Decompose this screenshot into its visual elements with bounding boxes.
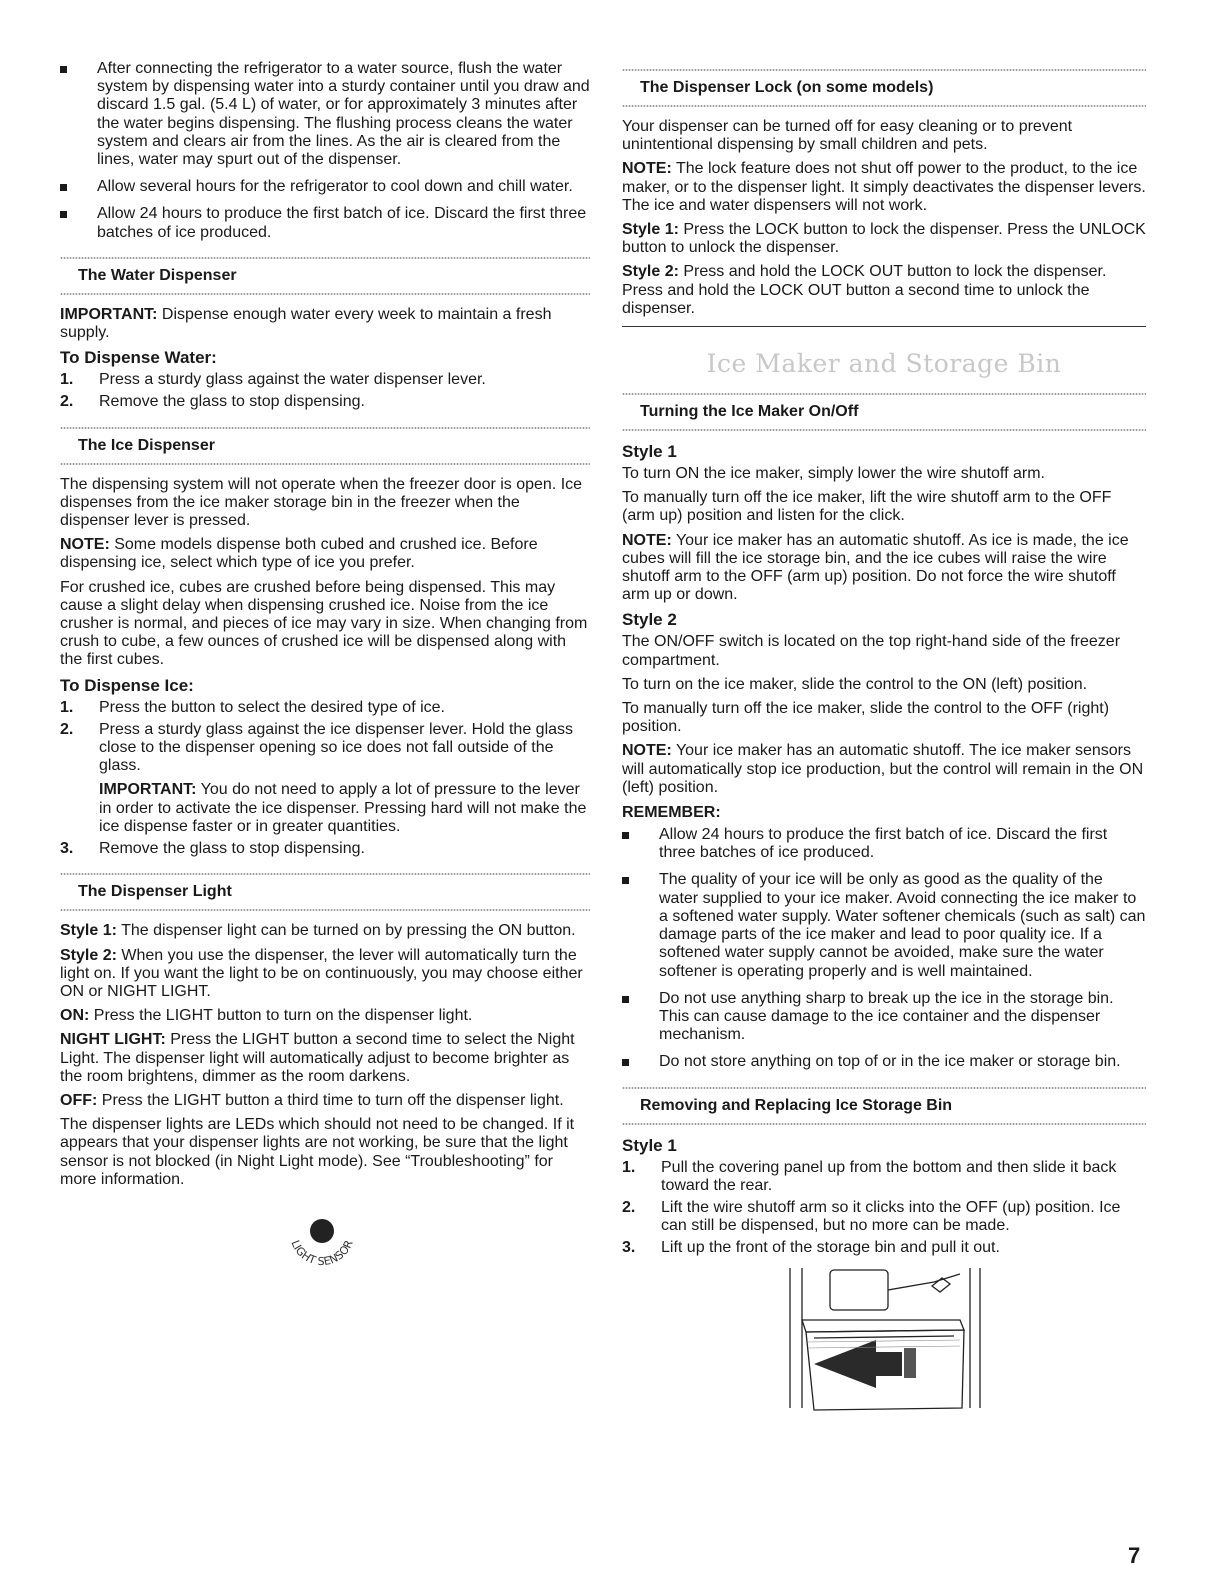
ice-steps (60, 699, 590, 859)
paragraph: The dispensing system will not operate when the freezer door is open. Ice dispenses from the ice maker storage bin in the freezer when the dispenser lever is pressed. (60, 475, 583, 530)
paragraph: Your dispenser can be turned off for easy cleaning or to prevent unintentional dispensing by small children and pets. (622, 118, 1073, 154)
right-column (622, 60, 1146, 1418)
section-header-removing-bin (622, 1086, 1146, 1126)
list-item: 1. Pull the covering panel up from the bottom and then slide it back toward the rear. (622, 1158, 1117, 1194)
storage-bin-illustration (784, 1268, 984, 1418)
paragraph: NOTE: The lock feature does not shut off power to the product, to the ice maker, or to the dispenser light. It simply deactivates the dispenser levers. The ice and water dispensers will not work. (622, 160, 1146, 214)
section-heading: Removing and Replacing Ice Storage Bin (640, 1096, 953, 1114)
list-item: 2. Press a sturdy glass against the ice dispenser lever. Hold the glass close to the dispenser opening so ice does not fall outside of the glass. IMPORTANT: You do not need to apply a lot of pressure to the lever in order to activate the ice dispenser. Pressing hard will not make the ice dispense faster or in greater quantities. (60, 721, 590, 836)
list-item: The quality of your ice will be only as good as the quality of the water supplied to your ice maker. Avoid connecting the ice maker to a softened water supply. Water softener chemicals (such as salt) can damage parts of the ice maker and lead to poor quality ice. If a softened water supply cannot be avoided, make sure the water softener is operating properly and is well maintained. (622, 871, 1146, 980)
list-item: Do not store anything on top of or in the ice maker or storage bin. (622, 1053, 1146, 1071)
section-header-water-dispenser (60, 256, 590, 296)
paragraph: To turn ON the ice maker, simply lower the wire shutoff arm. (622, 465, 1045, 483)
remember-bullets (622, 826, 1146, 1071)
list-item: Do not use anything sharp to break up the ice in the storage bin. This can cause damage to the ice container and the dispenser mechanism. (622, 990, 1146, 1045)
section-heading: The Dispenser Lock (on some models) (640, 79, 934, 96)
section-heading: The Dispenser Light (78, 883, 232, 901)
section-header-dispenser-light (60, 872, 590, 912)
paragraph: Style 1: Press the LOCK button to lock the dispenser. Press the UNLOCK button to unlock the dispenser. (622, 221, 1146, 257)
divider (622, 326, 1146, 327)
subheading: Style 1 (622, 1135, 677, 1155)
left-column (60, 60, 590, 1275)
setup-bullets (60, 60, 590, 242)
paragraph: The ON/OFF switch is located on the top right-hand side of the freezer compartment. (622, 633, 1121, 669)
paragraph: OFF: Press the LIGHT button a third time to turn off the dispenser light. (60, 1091, 564, 1109)
paragraph: To turn on the ice maker, slide the control to the ON (left) position. (622, 675, 1088, 693)
paragraph: ON: Press the LIGHT button to turn on the dispenser light. (60, 1007, 473, 1025)
list-item: Allow several hours for the refrigerator to cool down and chill water. (60, 178, 590, 196)
water-steps (60, 371, 590, 411)
light-sensor-illustration (272, 1211, 372, 1275)
sensor-label: LIGHT SENSOR (288, 1238, 356, 1269)
section-title: Ice Maker and Storage Bin (706, 349, 1062, 379)
list-item: Allow 24 hours to produce the first batch of ice. Discard the first three batches of ice produced. (60, 205, 590, 241)
paragraph: NIGHT LIGHT: Press the LIGHT button a second time to select the Night Light. The dispenser light will automatically adjust to become brighter as the room brightens, dimmer as the room darkens. (60, 1031, 575, 1085)
subheading: To Dispense Ice: (60, 675, 194, 695)
subheading: REMEMBER: (622, 804, 721, 822)
subheading: Style 1 (622, 442, 677, 462)
section-header-turning-ice-maker (622, 392, 1146, 432)
paragraph: The dispenser lights are LEDs which should not need to be changed. If it appears that your dispenser lights are not working, be sure that the light sensor is not blocked (in Night Light mode). See “Troubleshooting” for more information. (60, 1116, 575, 1188)
sensor-dot-icon (310, 1219, 334, 1243)
section-heading: The Water Dispenser (78, 266, 237, 284)
list-item: 1. Press a sturdy glass against the water dispenser lever. (60, 371, 486, 389)
list-item: After connecting the refrigerator to a water source, flush the water system by dispensing water into a sturdy container until you draw and discard 1.5 gal. (5.4 L) of water, or for approximately 3 minutes after the water begins dispensing. The flushing process cleans the water system and clears air from the lines. As the air is cleared from the lines, water may spurt out of the dispenser. (60, 60, 590, 169)
section-heading: Turning the Ice Maker On/Off (640, 403, 859, 421)
list-item: 2. Remove the glass to stop dispensing. (60, 393, 365, 411)
section-heading: The Ice Dispenser (78, 436, 215, 454)
paragraph: Style 2: When you use the dispenser, the lever will automatically turn the light on. If you want the light to be on continuously, you may choose either ON or NIGHT LIGHT. (60, 946, 583, 1000)
subheading: To Dispense Water: (60, 348, 217, 368)
paragraph: To manually turn off the ice maker, lift the wire shutoff arm to the OFF (arm up) position and listen for the click. (622, 489, 1112, 525)
list-item: 2. Lift the wire shutoff arm so it clicks into the OFF (up) position. Ice can still be dispensed, but no more can be made. (622, 1198, 1121, 1235)
section-header-ice-dispenser (60, 426, 590, 466)
paragraph: NOTE: Some models dispense both cubed and crushed ice. Before dispensing ice, select which type of ice you prefer. (60, 536, 538, 572)
list-item: Allow 24 hours to produce the first batch of ice. Discard the first three batches of ice produced. (622, 826, 1146, 862)
important-note: IMPORTANT: You do not need to apply a lot of pressure to the lever in order to activate the ice dispenser. Pressing hard will not make the ice dispense faster or in greater quantities. (99, 781, 587, 835)
list-item: 3. Remove the glass to stop dispensing. (60, 840, 365, 858)
subheading: Style 2 (622, 610, 677, 630)
paragraph: To manually turn off the ice maker, slide the control to the OFF (right) position. (622, 700, 1110, 736)
list-item: 3. Lift up the front of the storage bin and pull it out. (622, 1239, 1000, 1257)
paragraph: NOTE: Your ice maker has an automatic shutoff. As ice is made, the ice cubes will fill the ice storage bin, and the ice cubes will raise the wire shutoff arm to the OFF (arm up) position. Do not force the wire shutoff arm up or down. (622, 531, 1129, 604)
paragraph: Style 1: The dispenser light can be turned on by pressing the ON button. (60, 922, 576, 940)
section-header-dispenser-lock (622, 68, 1146, 108)
paragraph: For crushed ice, cubes are crushed before being dispensed. This may cause a slight delay when dispensing crushed ice. Noise from the ice crusher is normal, and pieces of ice may vary in size. When changing from crush to cube, a few ounces of crushed ice will be dispensed along with the first cubes. (60, 578, 588, 669)
paragraph: NOTE: Your ice maker has an automatic shutoff. The ice maker sensors will automatically stop ice production, but the control will remain in the ON (left) position. (622, 742, 1144, 796)
page-number: 7 (1128, 1543, 1141, 1568)
paragraph: Style 2: Press and hold the LOCK OUT button to lock the dispenser. Press and hold the LOCK OUT button a second time to unlock the dispenser. (622, 263, 1107, 317)
removing-steps (622, 1159, 1146, 1258)
list-item: 1. Press the button to select the desired type of ice. (60, 698, 445, 716)
paragraph: IMPORTANT: Dispense enough water every week to maintain a fresh supply. (60, 305, 552, 342)
